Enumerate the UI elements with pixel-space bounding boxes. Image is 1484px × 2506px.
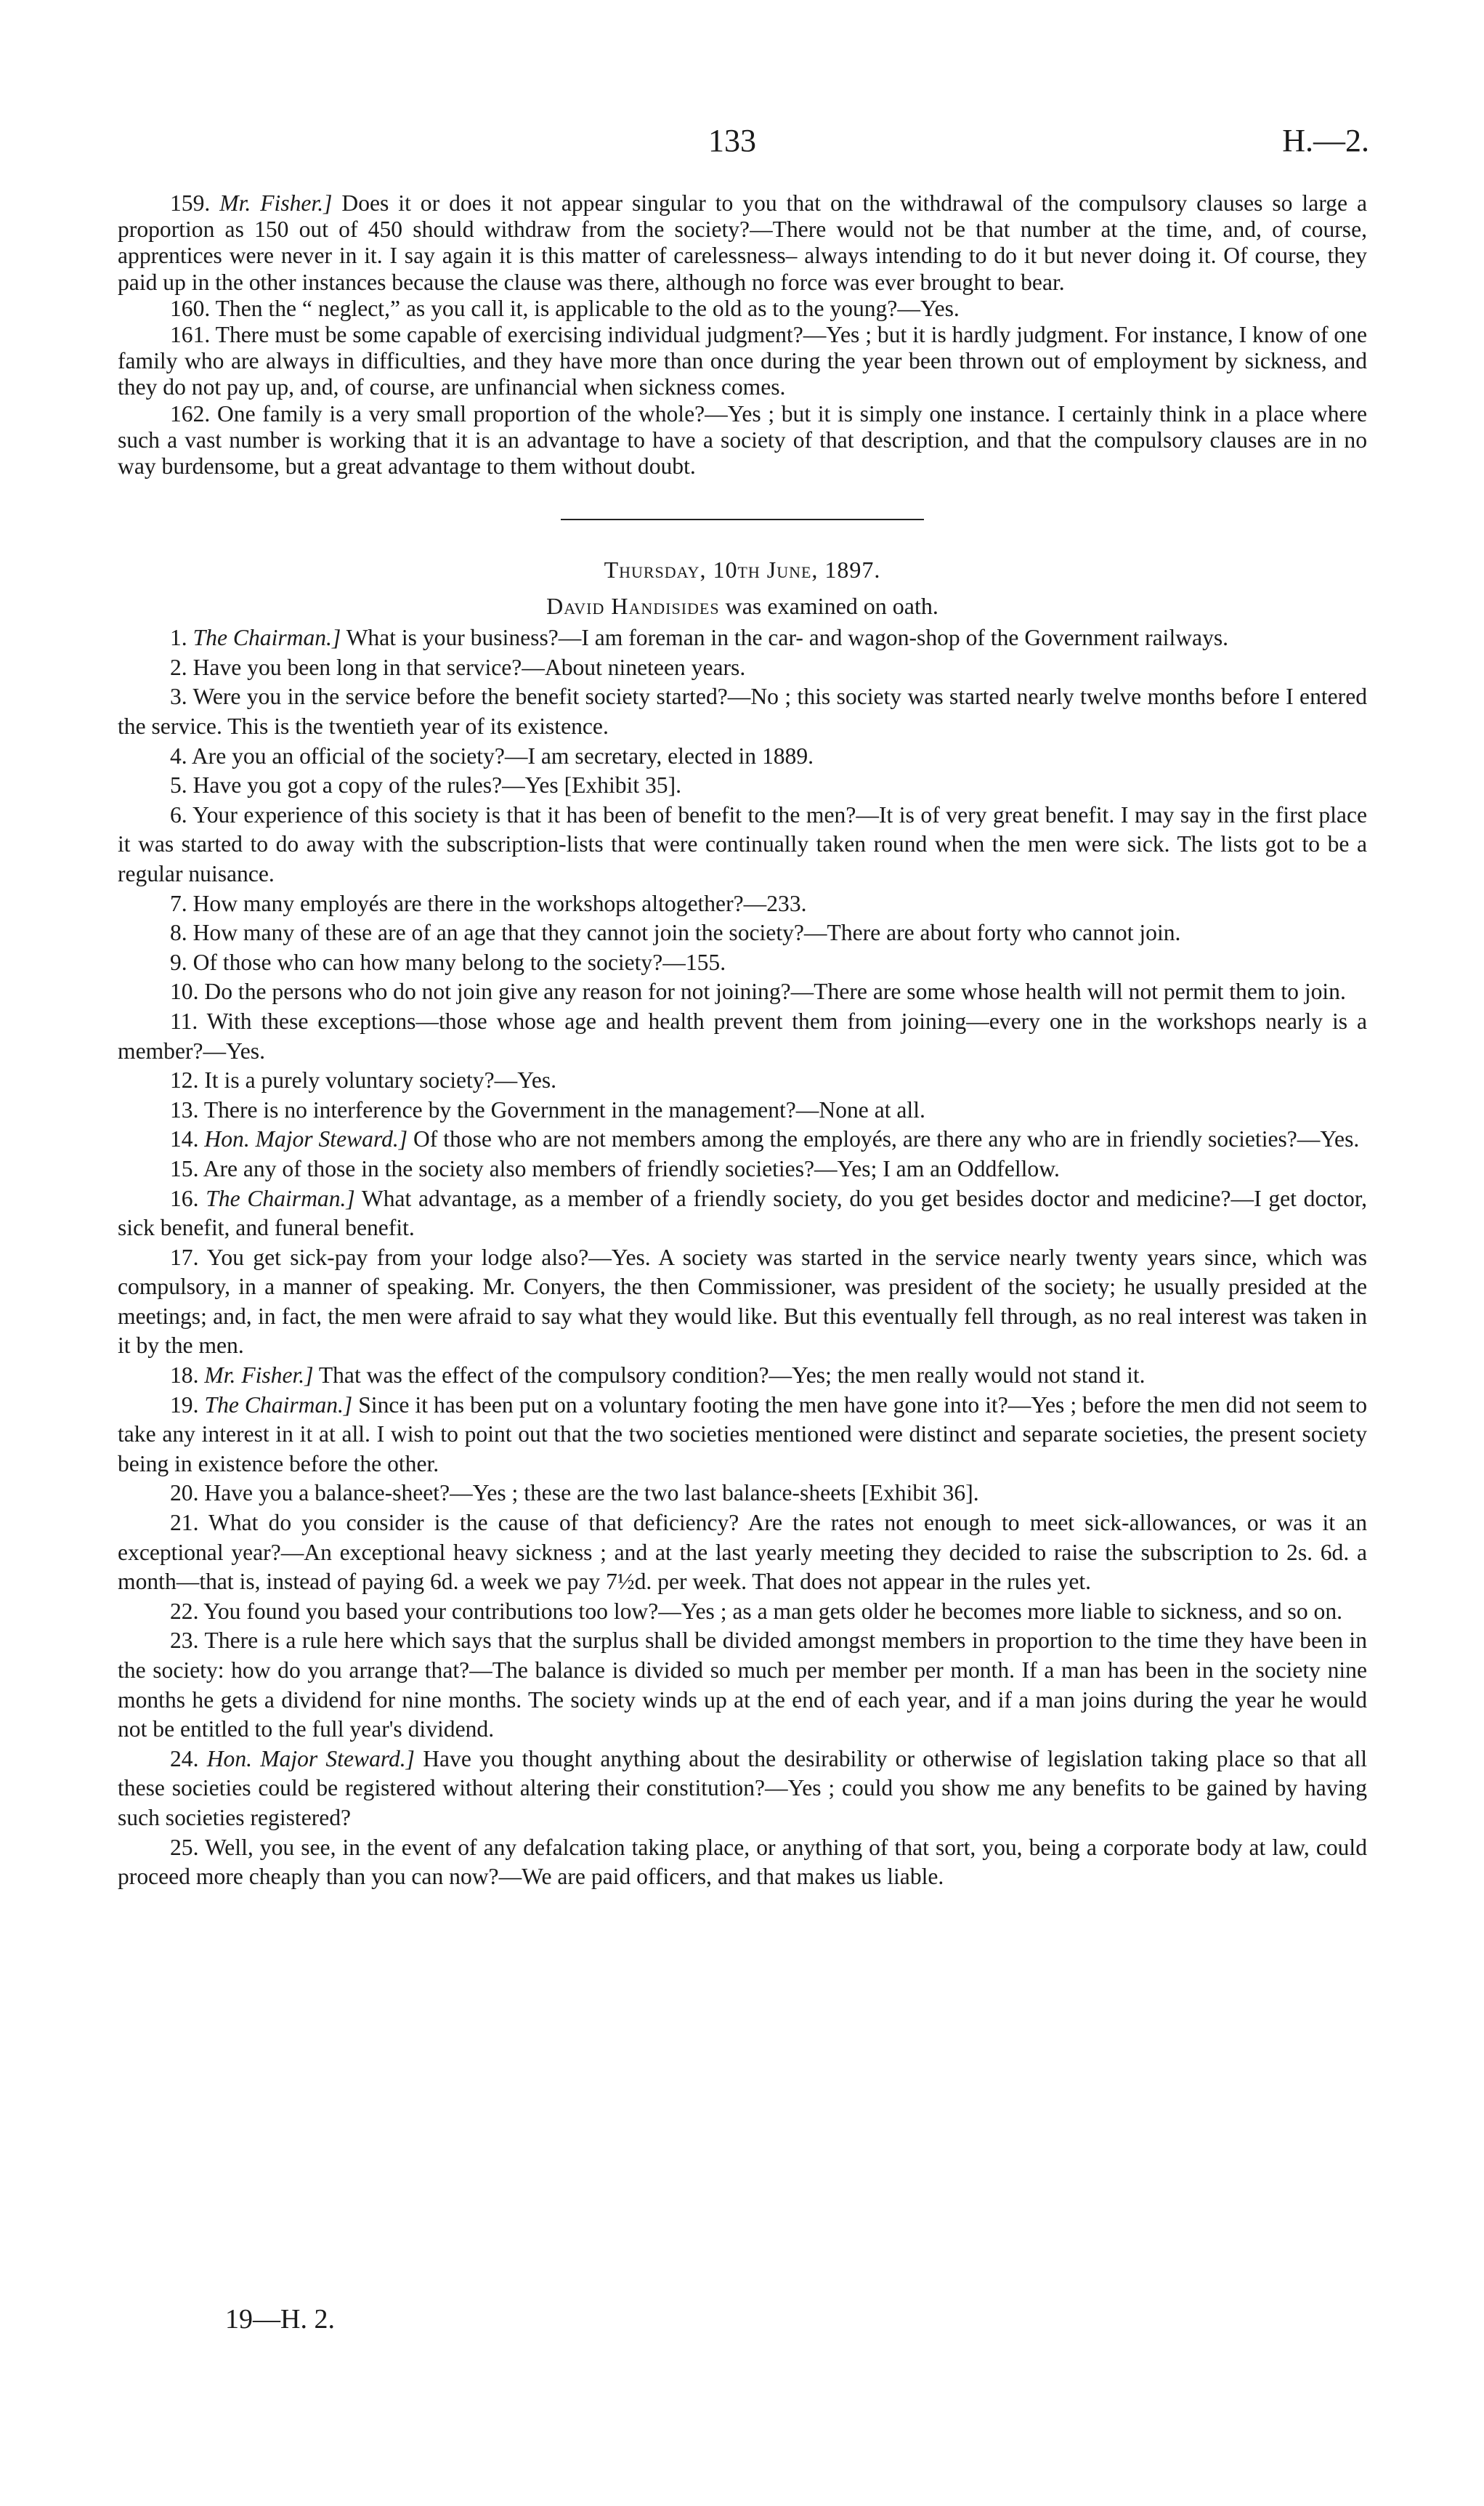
question-paragraph — [118, 918, 1367, 948]
page-content — [118, 190, 1367, 1892]
witness-statement: was examined on oath. — [719, 593, 938, 620]
question-answer-text: Have you thought anything about the desirability or otherwise of legislation taking place so that all these societies could be registered without altering their constitution?—Yes ; could you show me any benefits to be gained by having such societies registered? — [118, 1745, 1367, 1830]
question-answer-text: Then the “ neglect,” as you call it, is applicable to the old as to the young?—Yes. — [215, 295, 960, 321]
question-answer-text: You get sick-pay from your lodge also?—Yes. A society was started in the service nearly twenty years since, which was compulsory, in a manner of speaking. Mr. Conyers, the then Commissioner, was president of the society; he usually presided at the meetings; and, in fact, the men were afraid to say what they would like. But this eventually fell through, as no real interest was taken in it by the men. — [118, 1244, 1367, 1359]
question-answer-text: Have you been long in that service?—About nineteen years. — [192, 654, 746, 680]
speaker-name: Mr. Fisher.] — [204, 1362, 314, 1389]
question-paragraph — [118, 948, 1367, 978]
question-paragraph — [118, 1508, 1367, 1597]
question-paragraph — [118, 771, 1367, 801]
question-number: 22. — [170, 1598, 199, 1624]
question-number: 160. — [170, 295, 211, 321]
question-number: 11. — [170, 1008, 198, 1034]
question-answer-text: Of those who are not members among the employés, are there any who are in friendly societies?—Yes. — [413, 1126, 1360, 1152]
speaker-name: Hon. Major Steward.] — [206, 1745, 415, 1771]
question-paragraph — [118, 1391, 1367, 1479]
question-paragraph — [118, 1066, 1367, 1096]
document-reference: H.—2. — [1282, 123, 1369, 158]
question-paragraph — [118, 1479, 1367, 1508]
question-answer-text: Well, you see, in the event of any defalcation taking place, or anything of that sort, you, being a corporate body at law, could proceed more cheaply than you can now?—We are paid officers, and that makes us liable. — [118, 1834, 1368, 1890]
question-number: 10. — [170, 979, 199, 1005]
question-answer-text: How many employés are there in the workshops altogether?—233. — [192, 890, 807, 916]
question-answer-text: One family is a very small proportion of the whole?—Yes ; but it is simply one instance. I certainly think in a place where such a vast number is working that it is an advantage to have a society of that description, and that the compulsory clauses are in no way burdensome, but a great advantage to them without doubt. — [118, 400, 1367, 480]
question-answer-text: It is a purely voluntary society?—Yes. — [204, 1067, 557, 1094]
question-number: 6. — [170, 801, 187, 828]
question-answer-text: Were you in the service before the benefit society started?—No ; this society was started nearly twelve months before I entered the service. This is the twentieth year of its existence. — [118, 684, 1368, 740]
question-number: 4. — [170, 743, 187, 769]
question-answer-text: Since it has been put on a voluntary footing the men have gone into it?—Yes ; before the men did not seem to take any interest in it at all. I wish to point out that the two societies mentioned were distinct and separate societies, the present society being in existence before the other. — [118, 1391, 1367, 1476]
question-answer-text: Of those who can how many belong to the society?—155. — [192, 949, 726, 975]
question-number: 16. — [170, 1185, 199, 1211]
question-paragraph — [118, 1155, 1367, 1184]
speaker-name: The Chairman.] — [206, 1185, 355, 1211]
question-answer-text: Have you a balance-sheet?—Yes ; these are the two last balance-sheets [Exhibit 36]. — [204, 1480, 979, 1506]
question-answer-text: Have you got a copy of the rules?—Yes [Exhibit 35]. — [192, 772, 682, 799]
question-paragraph — [118, 1361, 1367, 1391]
question-number: 2. — [170, 654, 187, 680]
question-answer-text: There is a rule here which says that the surplus shall be divided amongst members in proportion to the time they have been in the society: how do you arrange that?—The balance is divided so much per member per month. If a man has been in the society nine months he gets a dividend for nine months. The society winds up at the end of each year, and if a man joins during the year he would not be entitled to the full year's dividend. — [118, 1628, 1367, 1742]
question-number: 13. — [170, 1096, 199, 1123]
question-paragraph — [118, 889, 1367, 919]
question-answer-text: Are you an official of the society?—I am secretary, elected in 1889. — [191, 743, 814, 769]
speaker-name: Mr. Fisher.] — [219, 190, 333, 216]
question-number: 159. — [170, 190, 211, 216]
page-signature: 19—H. 2. — [225, 2304, 335, 2335]
question-number: 17. — [170, 1244, 199, 1270]
question-answer-text: There is no interference by the Government in the management?—None at all. — [203, 1096, 925, 1123]
question-number: 21. — [170, 1510, 199, 1536]
evidence-continuation — [118, 190, 1367, 480]
question-number: 1. — [170, 625, 187, 651]
question-paragraph — [118, 1125, 1367, 1155]
question-answer-text: With these exceptions—those whose age and health prevent them from joining—every one in the workshops nearly is a member?—Yes. — [118, 1008, 1368, 1064]
question-number: 3. — [170, 684, 187, 710]
question-paragraph — [118, 1007, 1367, 1066]
question-answer-text: Are any of those in the society also members of friendly societies?—Yes; I am an Oddfellow. — [203, 1155, 1060, 1181]
question-number: 18. — [170, 1362, 199, 1389]
question-paragraph — [118, 401, 1367, 480]
question-number: 9. — [170, 949, 187, 975]
question-answer-text: You found you based your contributions too low?—Yes ; as a man gets older he becomes more liable to sickness, and so on. — [203, 1598, 1343, 1624]
question-number: 24. — [170, 1745, 199, 1771]
question-answer-text: What advantage, as a member of a friendly society, do you get besides doctor and medicine?—I get doctor, sick benefit, and funeral benefit. — [118, 1185, 1367, 1241]
question-paragraph — [118, 1597, 1367, 1627]
question-number: 14. — [170, 1126, 199, 1152]
question-paragraph — [118, 1184, 1367, 1243]
question-number: 23. — [170, 1628, 199, 1654]
witness-name: David Handisides — [546, 593, 720, 620]
question-answer-text: What do you consider is the cause of that deficiency? Are the rates not enough to meet sick-allowances, or was it an exceptional year?—An exceptional heavy sickness ; and at the last yearly meeting they decided to raise the subscription to 2s. 6d. a month—that is, instead of paying 6d. a week we pay 7½d. per week. That does not appear in the rules yet. — [118, 1510, 1367, 1595]
question-paragraph — [118, 682, 1367, 741]
question-answer-text: How many of these are of an age that they cannot join the society?—There are about forty who cannot join. — [192, 920, 1181, 946]
question-paragraph — [118, 322, 1367, 401]
question-number: 19. — [170, 1391, 199, 1418]
question-answer-text: There must be some capable of exercising individual judgment?—Yes ; but it is hardly judgment. For instance, I know of one family who are always in difficulties, and they have more than once during the year been thrown out of employment by sickness, and they do not pay up, and, of course, are unfinancial when sickness comes. — [118, 322, 1368, 400]
question-paragraph — [118, 1096, 1367, 1125]
question-paragraph — [118, 1243, 1367, 1361]
question-number: 20. — [170, 1480, 199, 1506]
question-number: 25. — [170, 1834, 199, 1860]
question-paragraph — [118, 801, 1367, 889]
speaker-name: Hon. Major Steward.] — [204, 1126, 408, 1152]
speaker-name: The Chairman.] — [192, 625, 341, 651]
question-paragraph — [118, 623, 1367, 653]
question-paragraph — [118, 742, 1367, 772]
session-date: Thursday, 10th June, 1897. — [604, 557, 881, 583]
page-header — [0, 122, 1484, 166]
question-paragraph — [118, 190, 1367, 296]
question-number: 162. — [170, 400, 211, 427]
question-paragraph — [118, 977, 1367, 1007]
question-paragraph — [118, 1833, 1367, 1892]
question-answer-text: Does it or does it not appear singular to you that on the withdrawal of the compulsory clauses so large a proportion as 150 out of 450 should withdraw from the society?—There would not be that number at the time, and, of course, apprentices were never in it. I say again it is this matter of carelessness– always intending to do it but never doing it. Of course, they paid up in the other instances because the clause was there, although no force was ever brought to bear. — [118, 190, 1367, 295]
question-answer-text: What is your business?—I am foreman in the car- and wagon-shop of the Government railways. — [346, 625, 1229, 651]
speaker-name: The Chairman.] — [204, 1391, 353, 1418]
question-number: 5. — [170, 772, 187, 799]
question-number: 12. — [170, 1067, 199, 1094]
question-answer-text: Do the persons who do not join give any reason for not joining?—There are some whose health will not permit them to join. — [204, 979, 1346, 1005]
question-number: 8. — [170, 920, 187, 946]
question-answer-text: Your experience of this society is that it has been of benefit to the men?—It is of very great benefit. I may say in the first place it was started to do away with the subscription-lists that were continually taken round when the men were sick. The lists got to be a regular nuisance. — [118, 801, 1367, 886]
question-answer-text: That was the effect of the compulsory condition?—Yes; the men really would not stand it. — [318, 1362, 1146, 1389]
page-number: 133 — [708, 123, 756, 158]
question-paragraph — [118, 1745, 1367, 1833]
question-number: 15. — [170, 1155, 199, 1181]
question-paragraph — [118, 653, 1367, 683]
question-paragraph — [118, 296, 1367, 322]
question-paragraph — [118, 1626, 1367, 1744]
question-number: 161. — [170, 322, 211, 348]
question-number: 7. — [170, 890, 187, 916]
section-divider — [561, 519, 924, 520]
evidence-examination — [118, 623, 1367, 1892]
witness-line — [118, 591, 1367, 621]
